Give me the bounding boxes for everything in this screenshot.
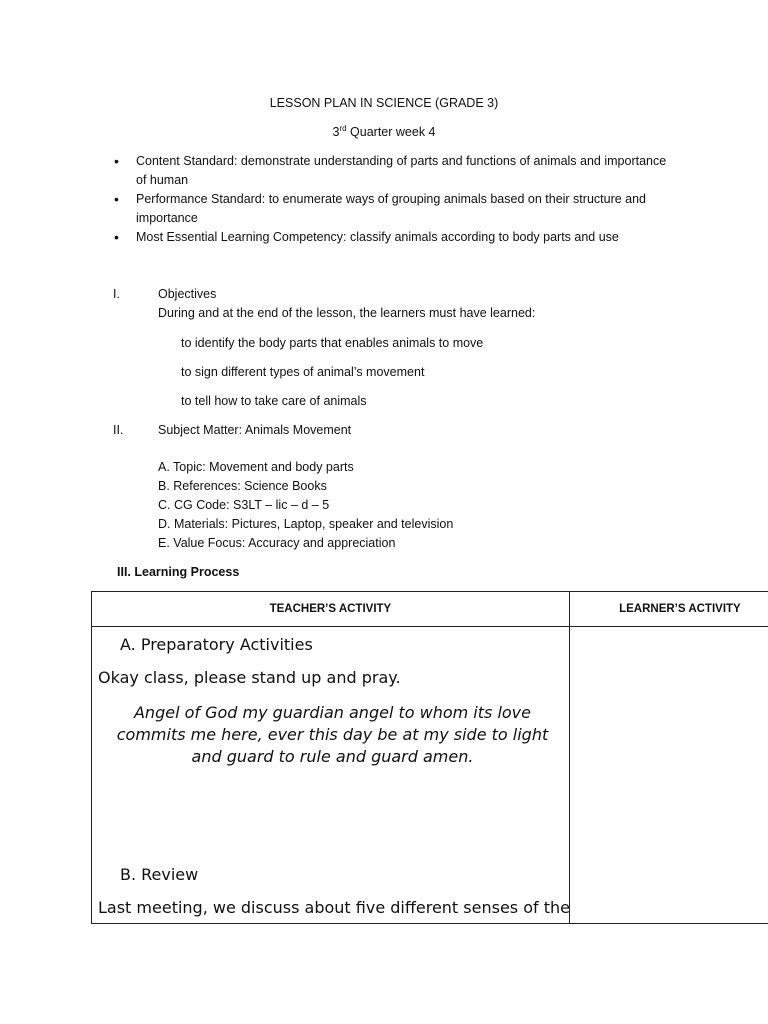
table-row bbox=[92, 627, 768, 924]
objectives-heading: Objectives bbox=[158, 287, 217, 301]
standard-item: • Performance Standard: to enumerate ways of grouping animals based on their structure and importance bbox=[114, 190, 674, 228]
objectives-block bbox=[158, 285, 535, 323]
bullet-icon: • bbox=[114, 153, 119, 169]
subject-matter-number: II. bbox=[113, 423, 124, 437]
review-text: Last meeting, we discuss about five different senses of the bbox=[98, 898, 570, 917]
prayer-text: Angel of God my guardian angel to whom its love commits me here, ever this day be at my side to light and guard to rule and guard amen. bbox=[116, 703, 549, 766]
standards-list bbox=[114, 152, 674, 247]
standard-item: • Content Standard: demonstrate understanding of parts and functions of animals and importance of human bbox=[114, 152, 674, 190]
quarter-line bbox=[0, 124, 768, 139]
bullet-icon: • bbox=[114, 229, 119, 245]
teacher-activity-header: TEACHER’S ACTIVITY bbox=[92, 592, 570, 627]
subject-item: D. Materials: Pictures, Laptop, speaker and television bbox=[158, 517, 454, 531]
bullet-icon: • bbox=[114, 191, 119, 207]
teacher-activity-cell bbox=[92, 627, 570, 924]
objective-item: to tell how to take care of animals bbox=[181, 394, 367, 408]
objective-item: to sign different types of animal’s movement bbox=[181, 365, 425, 379]
review-heading: B. Review bbox=[120, 865, 199, 884]
quarter-number: 3 bbox=[332, 125, 340, 140]
subject-item: E. Value Focus: Accuracy and appreciation bbox=[158, 536, 396, 550]
table-header-row bbox=[92, 592, 768, 627]
objective-item: to identify the body parts that enables animals to move bbox=[181, 336, 484, 350]
subject-item: C. CG Code: S3LT – lic – d – 5 bbox=[158, 498, 330, 512]
subject-matter-list bbox=[158, 458, 453, 553]
standard-item: • Most Essential Learning Competency: classify animals according to body parts and use bbox=[114, 229, 619, 245]
page-title: LESSON PLAN IN SCIENCE (GRADE 3) bbox=[269, 96, 499, 110]
subject-item: A. Topic: Movement and body parts bbox=[158, 460, 354, 474]
objectives-intro: During and at the end of the lesson, the learners must have learned: bbox=[158, 306, 536, 320]
learning-process-heading: III. Learning Process bbox=[117, 565, 240, 579]
subject-item: B. References: Science Books bbox=[158, 479, 327, 493]
learner-activity-cell bbox=[569, 627, 768, 924]
preparatory-heading: A. Preparatory Activities bbox=[120, 635, 313, 654]
objectives-number: I. bbox=[113, 287, 120, 301]
learning-process-table bbox=[91, 591, 768, 924]
quarter-ordinal: rd bbox=[339, 124, 347, 133]
learner-activity-header: LEARNER’S ACTIVITY bbox=[569, 592, 768, 627]
quarter-text: Quarter week 4 bbox=[346, 125, 436, 140]
subject-matter-heading: Subject Matter: Animals Movement bbox=[158, 423, 352, 437]
preparatory-text: Okay class, please stand up and pray. bbox=[98, 668, 401, 687]
